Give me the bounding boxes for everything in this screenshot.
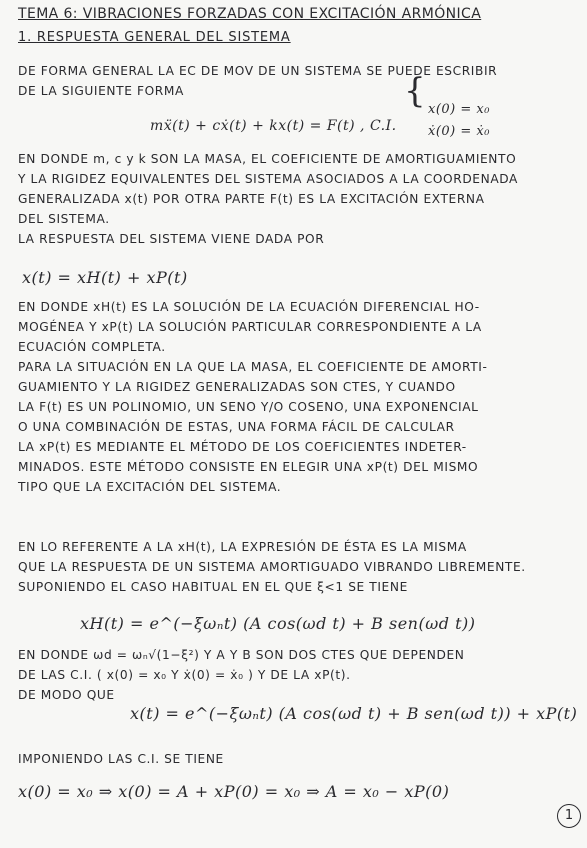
text-line: O UNA COMBINACIÓN DE ESTAS, UNA FORMA FÁCIL DE CALCULAR: [18, 420, 455, 434]
text-line: SUPONIENDO EL CASO HABITUAL EN EL QUE ξ<1 SE TIENE: [18, 580, 408, 594]
initial-condition-position: x(0) = x₀: [428, 102, 490, 117]
text-line: GENERALIZADA x(t) POR OTRA PARTE F(t) ES LA EXCITACIÓN EXTERNA: [18, 192, 485, 206]
initial-condition-equation: x(0) = x₀ ⇒ x(0) = A + xP(0) = x₀ ⇒ A = x₀ − xP(0): [18, 782, 450, 801]
initial-condition-velocity: ẋ(0) = ẋ₀: [428, 124, 490, 139]
text-line: MINADOS. ESTE MÉTODO CONSISTE EN ELEGIR UNA xP(t) DEL MISMO: [18, 460, 479, 474]
text-line: TIPO QUE LA EXCITACIÓN DEL SISTEMA.: [18, 480, 282, 494]
text-line: PARA LA SITUACIÓN EN LA QUE LA MASA, EL COEFICIENTE DE AMORTI-: [18, 360, 488, 374]
text-line: LA RESPUESTA DEL SISTEMA VIENE DADA POR: [18, 232, 325, 246]
page-number: 1: [557, 804, 581, 828]
text-line: Y LA RIGIDEZ EQUIVALENTES DEL SISTEMA ASOCIADOS A LA COORDENADA: [18, 172, 518, 186]
response-equation: x(t) = xH(t) + xP(t): [22, 268, 188, 287]
text-line: EN LO REFERENTE A LA xH(t), LA EXPRESIÓN DE ÉSTA ES LA MISMA: [18, 540, 467, 554]
text-line: EN DONDE ωd = ωₙ√(1−ξ²) Y A Y B SON DOS CTES QUE DEPENDEN: [18, 648, 465, 662]
brace: {: [404, 71, 426, 111]
text-line: EN DONDE xH(t) ES LA SOLUCIÓN DE LA ECUACIÓN DIFERENCIAL HO-: [18, 300, 480, 314]
section-heading: 1. RESPUESTA GENERAL DEL SISTEMA: [18, 30, 291, 45]
text-line: LA xP(t) ES MEDIANTE EL MÉTODO DE LOS COEFICIENTES INDETER-: [18, 440, 467, 454]
equation-of-motion: mẍ(t) + cẋ(t) + kx(t) = F(t) , C.I.: [150, 118, 397, 134]
text-line: EN DONDE m, c y k SON LA MASA, EL COEFICIENTE DE AMORTIGUAMIENTO: [18, 152, 517, 166]
text-line: QUE LA RESPUESTA DE UN SISTEMA AMORTIGUADO VIBRANDO LIBREMENTE.: [18, 560, 526, 574]
text-line: DE LA SIGUIENTE FORMA: [18, 84, 184, 98]
text-line: LA F(t) ES UN POLINOMIO, UN SENO Y/O COSENO, UNA EXPONENCIAL: [18, 400, 479, 414]
total-solution-equation: x(t) = e^(−ξωₙt) (A cos(ωd t) + B sen(ωd t)) + xP(t): [130, 704, 578, 723]
text-line: GUAMIENTO Y LA RIGIDEZ GENERALIZADAS SON CTES, Y CUANDO: [18, 380, 456, 394]
text-line: DE LAS C.I. ( x(0) = x₀ Y ẋ(0) = ẋ₀ ) Y DE LA xP(t).: [18, 668, 351, 682]
text-line: MOGÉNEA Y xP(t) LA SOLUCIÓN PARTICULAR CORRESPONDIENTE A LA: [18, 320, 482, 334]
text-line: ECUACIÓN COMPLETA.: [18, 340, 166, 354]
page-title: TEMA 6: VIBRACIONES FORZADAS CON EXCITACIÓN ARMÓNICA: [18, 6, 482, 22]
text-line: DEL SISTEMA.: [18, 212, 110, 226]
text-line: DE FORMA GENERAL LA EC DE MOV DE UN SISTEMA SE PUEDE ESCRIBIR: [18, 64, 498, 78]
text-line: IMPONIENDO LAS C.I. SE TIENE: [18, 752, 224, 766]
homogeneous-solution-equation: xH(t) = e^(−ξωₙt) (A cos(ωd t) + B sen(ωd t)): [80, 614, 476, 633]
text-line: DE MODO QUE: [18, 688, 115, 702]
